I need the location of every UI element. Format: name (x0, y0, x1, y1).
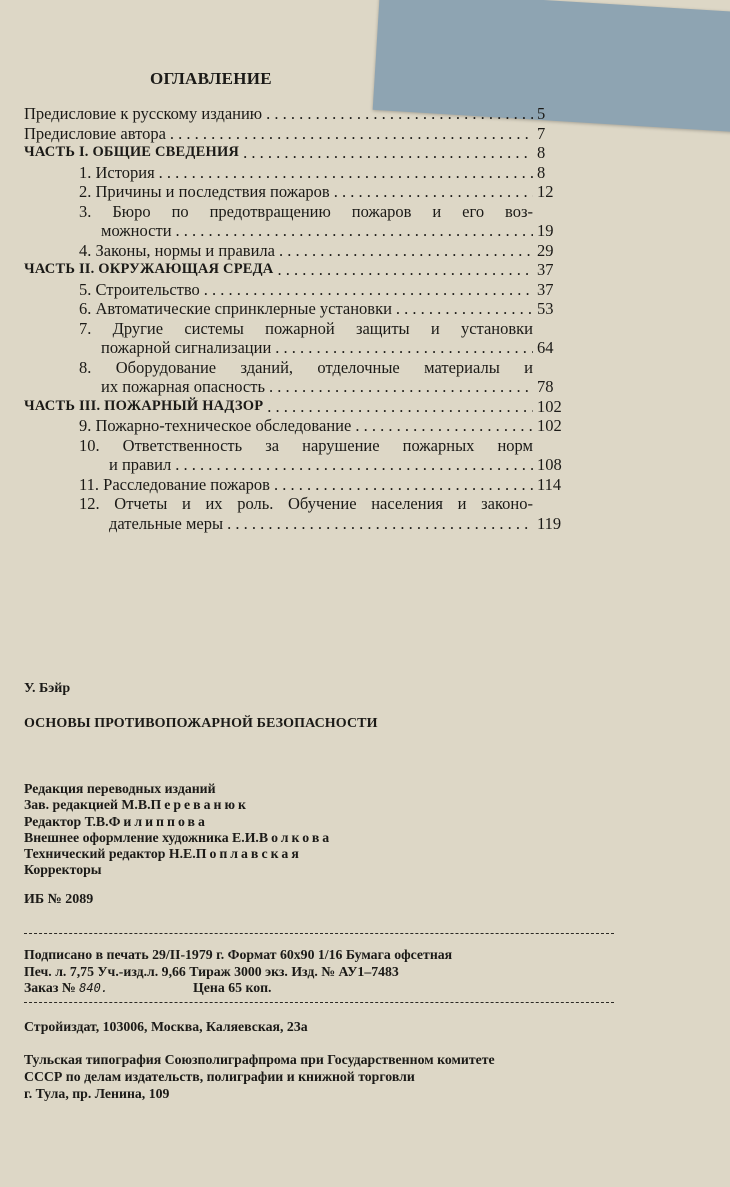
toc-entry-continuation: пожарной сигнализации (101, 338, 272, 357)
toc-leader (175, 455, 533, 475)
toc-page-number: 8 (537, 143, 546, 162)
toc-page-number: 12 (537, 182, 554, 201)
toc-page-number: 29 (537, 240, 554, 260)
toc-page-number: 19 (537, 221, 554, 240)
credits-line: Редакция переводных изданий (24, 781, 216, 796)
toc-page-number: 108 (537, 455, 562, 474)
toc-part-heading (24, 143, 569, 163)
toc-row (79, 514, 569, 534)
toc-leader (269, 377, 533, 397)
book-title: ОСНОВЫ ПРОТИВОПОЖАРНОЙ БЕЗОПАСНОСТИ (24, 716, 378, 731)
toc-title: ОГЛАВЛЕНИЕ (150, 69, 272, 88)
imprint-line (24, 980, 452, 997)
printer-line: СССР по делам издательств, полиграфии и книжной торговли (24, 1068, 415, 1084)
toc-row (24, 475, 569, 495)
toc-leader (266, 104, 533, 124)
toc-entry-text: 8. Оборудование зданий, отделочные материалы и (79, 357, 533, 377)
credits-person: Переванюк (150, 797, 249, 813)
toc-page-number: 37 (537, 279, 554, 299)
printer-line: Тульская типография Союзполиграфпрома при Государственном комитете (24, 1052, 495, 1067)
ib-number: ИБ № 2089 (24, 892, 94, 907)
order-label: Заказ № (24, 980, 76, 995)
toc-row (24, 241, 569, 261)
toc-row (24, 182, 569, 202)
toc-entry-text: Предисловие к русскому изданию (24, 104, 263, 123)
toc-entry-text: 4. Законы, нормы и правила (79, 240, 275, 260)
credits-role: Зав. редакцией М.В. (24, 797, 151, 813)
imprint-line: Подписано в печать 29/II-1979 г. Формат 60x90 1/16 Бумага офсетная (24, 947, 453, 962)
toc-entry-continuation: и правил (109, 455, 172, 474)
toc-entry-continuation: можности (101, 221, 172, 240)
toc-entry-text: ЧАСТЬ II. ОКРУЖАЮЩАЯ СРЕДА (24, 261, 274, 277)
toc-leader (355, 416, 533, 436)
toc-leader (279, 241, 533, 261)
toc-leader (204, 280, 533, 300)
toc-entry-text: ЧАСТЬ III. ПОЖАРНЫЙ НАДЗОР (24, 397, 264, 414)
credits-role: Редактор Т.В. (24, 813, 109, 829)
toc-leader (396, 299, 533, 319)
credits-person: Волкова (258, 829, 333, 845)
credits-line (24, 797, 332, 813)
publisher-address: Стройиздат, 103006, Москва, Каляевская, 23а (24, 1019, 308, 1034)
printer-block (24, 1052, 495, 1102)
toc-page-number: 37 (537, 260, 554, 279)
toc-page-number: 78 (537, 377, 554, 396)
credits-line (24, 846, 332, 862)
toc-page-number: 114 (537, 474, 562, 494)
credits-person: Поплавская (195, 846, 302, 862)
price: Цена 65 коп. (193, 980, 272, 995)
dashed-divider (24, 1002, 614, 1003)
toc-page-number: 102 (537, 416, 562, 435)
toc-row (24, 124, 569, 144)
toc-entry-text: 12. Отчеты и их роль. Обучение населения и законо- (79, 494, 533, 513)
toc-row (79, 455, 569, 475)
toc-leader (243, 143, 533, 163)
toc-leader (267, 397, 533, 417)
toc-leader (334, 182, 533, 202)
toc-page-number: 7 (537, 123, 546, 143)
toc-multiline-entry (24, 358, 569, 397)
toc-leader (274, 475, 533, 495)
toc-leader (159, 163, 533, 183)
toc-entry-text: 2. Причины и последствия пожаров (79, 182, 330, 201)
toc-page-number: 64 (537, 338, 554, 357)
toc-page-number: 5 (537, 104, 546, 123)
toc-entry-text: 11. Расследование пожаров (79, 474, 270, 494)
toc-multiline-entry (24, 202, 569, 241)
toc-row (24, 104, 569, 124)
toc-entry-continuation: их пожарная опасность (101, 377, 265, 396)
toc-row (24, 416, 569, 436)
toc-row (24, 163, 569, 183)
author-name: У. Бэйр (24, 681, 71, 696)
toc-leader (275, 338, 533, 358)
toc-row (24, 280, 569, 300)
toc-leader (227, 514, 533, 534)
toc-part-heading (24, 260, 569, 280)
toc-page-number: 53 (537, 299, 554, 318)
toc-entry-text: 10. Ответственность за нарушение пожарных норм (79, 435, 533, 455)
toc-multiline-entry (24, 319, 569, 358)
toc-multiline-entry (24, 494, 569, 533)
credits-role: Технический редактор Н.Е. (24, 846, 196, 862)
toc-entry-text: 9. Пожарно-техническое обследование (79, 416, 352, 435)
toc-entry-text: 1. История (79, 162, 155, 182)
toc-entry-text: 5. Строительство (79, 279, 200, 299)
toc-entry-continuation: дательные меры (109, 513, 224, 533)
toc-leader (170, 124, 533, 144)
toc-page-number: 8 (537, 162, 546, 182)
toc-page-number: 119 (537, 513, 562, 533)
toc-leader (176, 221, 533, 241)
credits-line (24, 830, 332, 846)
imprint-block (24, 947, 452, 997)
toc-entry-text: 3. Бюро по предотвращению пожаров и его воз- (79, 201, 533, 221)
toc-entry-text: 7. Другие системы пожарной защиты и установки (79, 318, 533, 338)
toc-leader (277, 260, 533, 280)
imprint-line: Печ. л. 7,75 Уч.-изд.л. 9,66 Тираж 3000 экз. Изд. № АУ1–7483 (24, 963, 399, 979)
toc-part-heading (24, 397, 569, 417)
toc-row (79, 338, 569, 358)
toc-page-number: 102 (537, 396, 562, 416)
toc-multiline-entry (24, 436, 569, 475)
printer-line: г. Тула, пр. Ленина, 109 (24, 1085, 170, 1101)
toc-row (24, 299, 569, 319)
toc-entry-text: 6. Автоматические спринклерные установки (79, 299, 392, 318)
credits-block (24, 781, 332, 879)
toc-entry-text: Предисловие автора (24, 123, 166, 143)
order-number-handwritten: 840. (79, 981, 109, 995)
table-of-contents (24, 104, 569, 533)
dashed-divider (24, 933, 614, 934)
credits-person: Филиппова (108, 813, 208, 829)
credits-role: Внешнее оформление художника Е.И. (24, 829, 259, 845)
toc-entry-text: ЧАСТЬ I. ОБЩИЕ СВЕДЕНИЯ (24, 144, 240, 160)
toc-row (79, 221, 569, 241)
credits-line: Корректоры (24, 862, 102, 878)
toc-row (79, 377, 569, 397)
credits-line (24, 814, 332, 830)
